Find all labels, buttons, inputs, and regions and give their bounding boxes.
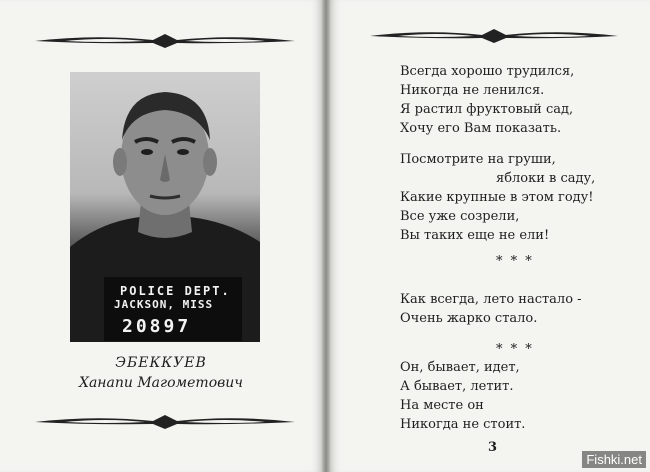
police-placard: [108, 282, 238, 340]
poem-stanza-3: [400, 290, 582, 328]
poem-stanza-2: [400, 150, 595, 245]
poem-line: Вы таких еще не ели!: [400, 228, 550, 243]
poem-stanza-1: [400, 62, 574, 138]
poem-line: Хочу его Вам показать.: [400, 121, 562, 136]
book-gutter: [322, 0, 330, 472]
poem-line: На месте он: [400, 398, 484, 413]
poem-line: Он, бывает, идет,: [400, 360, 520, 375]
poem-line: Посмотрите на груши,: [400, 152, 556, 167]
poem-line: Очень жарко стало.: [400, 311, 538, 326]
placard-number: 20897: [122, 316, 192, 337]
stanza-separator: * * *: [496, 254, 534, 269]
ornament-divider-bottom-left: [35, 413, 295, 431]
poem-line: Никогда не стоит.: [400, 417, 526, 432]
placard-line-2: JACKSON, MISS: [114, 298, 214, 311]
poem-line: Как всегда, лето настало -: [400, 292, 582, 307]
poem-line: Никогда не ленился.: [400, 83, 545, 98]
poem-line: Я растил фруктовый сад,: [400, 102, 574, 117]
stanza-separator: * * *: [496, 342, 534, 357]
poem-line: Все уже созрели,: [400, 209, 520, 224]
ornament-divider-top-right: [370, 27, 618, 45]
poem-line: Всегда хорошо трудился,: [400, 64, 575, 79]
poem-line: Какие крупные в этом году!: [400, 190, 594, 205]
person-given-name: Ханапи Магометович: [78, 375, 244, 391]
mugshot-photo: [70, 72, 260, 342]
placard-line-1: POLICE DEPT.: [120, 284, 231, 298]
person-surname: ЭБЕККУЕВ: [115, 355, 207, 371]
poem-stanza-4: [400, 358, 525, 434]
watermark: Fishki.net: [582, 451, 646, 468]
ornament-divider-top-left: [35, 32, 295, 50]
poem-line: яблоки в саду,: [496, 171, 596, 186]
page-number: 3: [488, 440, 498, 455]
poem-line: А бывает, летит.: [400, 379, 514, 394]
